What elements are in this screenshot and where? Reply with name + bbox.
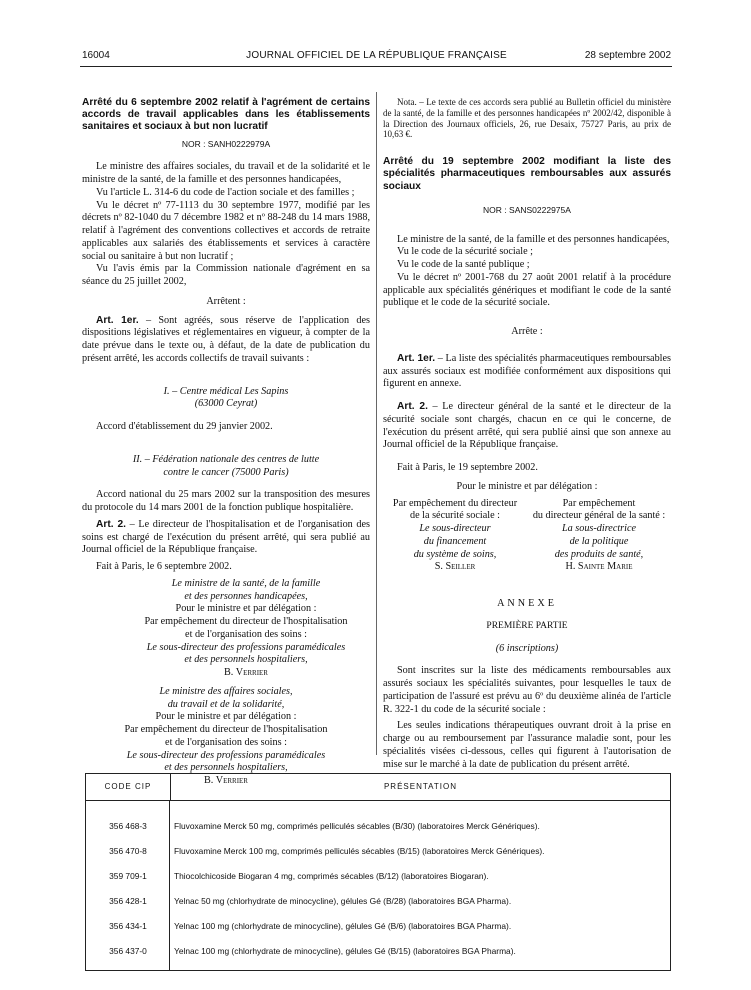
sig1-line: Par empêchement du directeur de l'hospitalisation (144, 616, 348, 628)
table-row (86, 914, 670, 939)
sigB-line: La sous-directrice (561, 523, 637, 535)
fait-right: Fait à Paris, le 19 septembre 2002. (397, 462, 538, 474)
arrete: Arrête : (511, 326, 543, 338)
cip-code: 356 470-8 (109, 846, 147, 857)
annexe-heading: ANNEXE (497, 598, 557, 610)
arretent: Arrêtent : (206, 295, 246, 307)
inscriptions-count: (6 inscriptions) (495, 642, 559, 654)
sig1-line: Le sous-directeur des professions paramédicales (146, 641, 346, 653)
header-presentation: PRÉSENTATION (383, 782, 458, 791)
art1-left (82, 315, 370, 366)
section-2-line1: II. – Fédération nationale des centres de lutte (132, 453, 320, 465)
sigA-line: Par empêchement du directeur (392, 497, 518, 509)
sig2-line: du travail et de la solidarité, (167, 698, 285, 710)
cip-code: 359 709-1 (109, 871, 147, 882)
sig2-line: Le ministre des affaires sociales, (159, 685, 293, 697)
art2-label: Art. 2. (397, 401, 428, 413)
journal-title: JOURNAL OFFICIEL DE LA RÉPUBLIQUE FRANÇAISE (246, 50, 507, 61)
sigA-line: de la sécurité sociale : (410, 510, 500, 522)
issue-date: 28 septembre 2002 (584, 50, 671, 61)
intro-2: Le ministre de la santé, de la famille et des personnes handicapées, (397, 233, 670, 245)
cip-code: 356 468-3 (109, 821, 147, 832)
cip-table (85, 773, 671, 971)
section-2-line2: contre le cancer (75000 Paris) (163, 466, 289, 478)
presentation-text: Yelnac 100 mg (chlorhydrate de minocycline), gélules Gé (B/15) (laboratoires BGA Pharma). (174, 946, 516, 957)
art1-label: Art. 1er. (397, 352, 436, 364)
annexe-para-1: Sont inscrites sur la liste des médicaments remboursables aux assurés sociaux les spécialités suivantes, pour lesquelles le taux de participation de l'assuré est prévu au 6º du deuxième alinéa de l'article R. 322-1 du code de la sécurité sociale : (383, 665, 671, 715)
cip-code: 356 428-1 (109, 896, 147, 907)
decree-title-1: Arrêté du 6 septembre 2002 relatif à l'agrément de certains accords de travail applicables dans les établissements sanitaires et sociaux à but non lucratif (82, 97, 370, 133)
presentation-text: Fluvoxamine Merck 50 mg, comprimés pelliculés sécables (B/30) (laboratoires Merck Génériques). (174, 821, 540, 832)
table-row (86, 939, 670, 964)
right-column (383, 97, 671, 771)
art1-label: Art. 1er. (96, 314, 139, 326)
sig2-line: et de l'organisation des soins : (165, 736, 287, 748)
column-divider (376, 92, 377, 755)
section-1-heading (82, 386, 370, 412)
section-1-text: Accord d'établissement du 29 janvier 2002. (96, 421, 273, 433)
section-2-text: Accord national du 25 mars 2002 sur la transposition des mesures du protocole du 14 mars 2001 de la fonction publique hospitalière. (82, 489, 370, 514)
signatory-name: B. Verrier (204, 775, 248, 787)
table-header (86, 774, 670, 801)
art2-text: – Le directeur de l'hospitalisation et de l'organisation des soins est chargé de l'exécution du présent arrêté, qui sera publié au Journal officiel de la République française. (82, 518, 370, 556)
sig1-line: Pour le ministre et par délégation : (175, 603, 317, 615)
sigB-line: de la politique (569, 535, 629, 547)
header-code-cip: CODE CIP (86, 774, 171, 800)
vu-2-3: Vu le décret nº 2001-768 du 27 août 2001 relatif à la procédure applicable aux spécialités génériques et modifiant le code de la santé publique et le code de la sécurité sociale. (383, 271, 671, 309)
signature-left (383, 498, 527, 575)
sigB-line: Par empêchement (562, 497, 636, 509)
presentation-text: Yelnac 100 mg (chlorhydrate de minocycline), gélules Gé (B/6) (laboratoires BGA Pharma). (174, 921, 512, 932)
table-body (86, 801, 670, 970)
presentation-text: Fluvoxamine Merck 100 mg, comprimés pelliculés sécables (B/15) (laboratoires Merck Génériques). (174, 846, 545, 857)
vu-2-2: Vu le code de la santé publique ; (397, 259, 530, 271)
sigA-line: Le sous-directeur (419, 523, 491, 535)
sig2-line: Par empêchement du directeur de l'hospitalisation (124, 724, 328, 736)
nor-1: NOR : SANH0222979A (181, 138, 271, 149)
table-row (86, 864, 670, 889)
sig1-line: et des personnes handicapées, (184, 590, 308, 602)
nor-2: NOR : SANS0222975A (483, 204, 571, 215)
sigA-line: du système de soins, (413, 548, 497, 560)
art2-label: Art. 2. (96, 518, 126, 530)
nota: Nota. – Le texte de ces accords sera publié au Bulletin officiel du ministère de la santé, de la famille et des personnes handicapées nº 2002/42, disponible à la Direction des Journaux officiels, 26, rue Desaix, 75727 Paris, au prix de 10,63 €. (383, 97, 671, 140)
art2-right (383, 401, 671, 452)
vu-1-1: Vu l'article L. 314-6 du code de l'action sociale et des familles ; (96, 186, 355, 198)
left-column (82, 97, 370, 788)
signature-right (527, 498, 671, 575)
sig2-line: Pour le ministre et par délégation : (155, 711, 297, 723)
cip-code: 356 434-1 (109, 921, 147, 932)
sigB-line: du directeur général de la santé : (532, 510, 666, 522)
sigB-line: des produits de santé, (554, 548, 644, 560)
pour-le-ministre: Pour le ministre et par délégation : (456, 480, 598, 492)
table-row (86, 814, 670, 839)
vu-2-1: Vu le code de la sécurité sociale ; (397, 246, 534, 258)
signatory-name: H. Sainte Marie (565, 561, 633, 573)
fait-left: Fait à Paris, le 6 septembre 2002. (96, 561, 232, 573)
section-1-line1: I. – Centre médical Les Sapins (163, 385, 289, 397)
section-2-heading (82, 454, 370, 480)
table-column-rule (169, 801, 170, 970)
presentation-text: Yelnac 50 mg (chlorhydrate de minocycline), gélules Gé (B/28) (laboratoires BGA Pharma). (174, 896, 512, 907)
vu-1-2: Vu le décret nº 77-1113 du 30 septembre 1977, modifié par les décrets nº 82-1040 du 7 décembre 1982 et nº 88-248 du 14 mars 1988, relatif à l'agrément des conventions collectives et accords de retraite applicables aux salariés des établissements et services à caractère social ou sanitaire à but non lucratif ; (82, 199, 370, 262)
art2-left (82, 519, 370, 557)
presentation-text: Thiocolchicoside Biogaran 4 mg, comprimés sécables (B/12) (laboratoires Biogaran). (174, 871, 489, 882)
section-1-line2: (63000 Ceyrat) (194, 398, 258, 410)
sig2-line: et des personnels hospitaliers, (164, 762, 288, 774)
signatory-name: S. Seiller (434, 561, 476, 573)
art2-text: – Le directeur général de la santé et le directeur de la sécurité sociale sont chargés, chacun en ce qui le concerne, de l'exécution du présent arrêté, qui sera publié ainsi que son annexe au Journal officiel de la République française. (383, 401, 671, 451)
cip-code: 356 437-0 (109, 946, 147, 957)
table-row (86, 889, 670, 914)
partie-heading: PREMIÈRE PARTIE (486, 620, 568, 631)
art1-text: – La liste des spécialités pharmaceutiques remboursables aux assurés sociaux est modifiée conformément aux dispositions qui figurent en annexe. (383, 352, 671, 390)
signature-block-1 (82, 578, 370, 680)
signature-block-3 (383, 498, 671, 575)
page-number: 16004 (82, 50, 110, 61)
sig1-line: Le ministre de la santé, de la famille (171, 577, 321, 589)
intro-1: Le ministre des affaires sociales, du travail et de la solidarité et le ministre de la santé, de la famille et des personnes handicapées, (82, 161, 370, 186)
sigA-line: du financement (423, 535, 487, 547)
art1-right (383, 353, 671, 391)
sig1-line: et de l'organisation des soins : (185, 628, 307, 640)
sig2-line: Le sous-directeur des professions paramédicales (126, 749, 326, 761)
annexe-para-2: Les seules indications thérapeutiques ouvrant droit à la prise en charge ou au remboursement par l'assurance maladie sont, pour les spécialités visées ci-dessous, celles qui figurent à l'autorisation de mise sur le marché à la date de publication du présent arrêté. (383, 720, 671, 770)
vu-1-3: Vu l'avis émis par la Commission nationale d'agrément en sa séance du 25 juillet 2002, (82, 263, 370, 288)
sig1-line: et des personnels hospitaliers, (184, 654, 308, 666)
signatory-name: B. Verrier (224, 667, 268, 679)
header-rule (80, 66, 672, 67)
art1-text: – Sont agréés, sous réserve de l'application des dispositions législatives et réglementaires en vigueur, à compter de la date prévue dans le texte ou, à défaut, de la date de publication du présent arrêté, les accords collectifs de travail suivants : (82, 314, 370, 364)
decree-title-2: Arrêté du 19 septembre 2002 modifiant la liste des spécialités pharmaceutiques remboursables aux assurés sociaux (383, 156, 671, 192)
table-row (86, 839, 670, 864)
